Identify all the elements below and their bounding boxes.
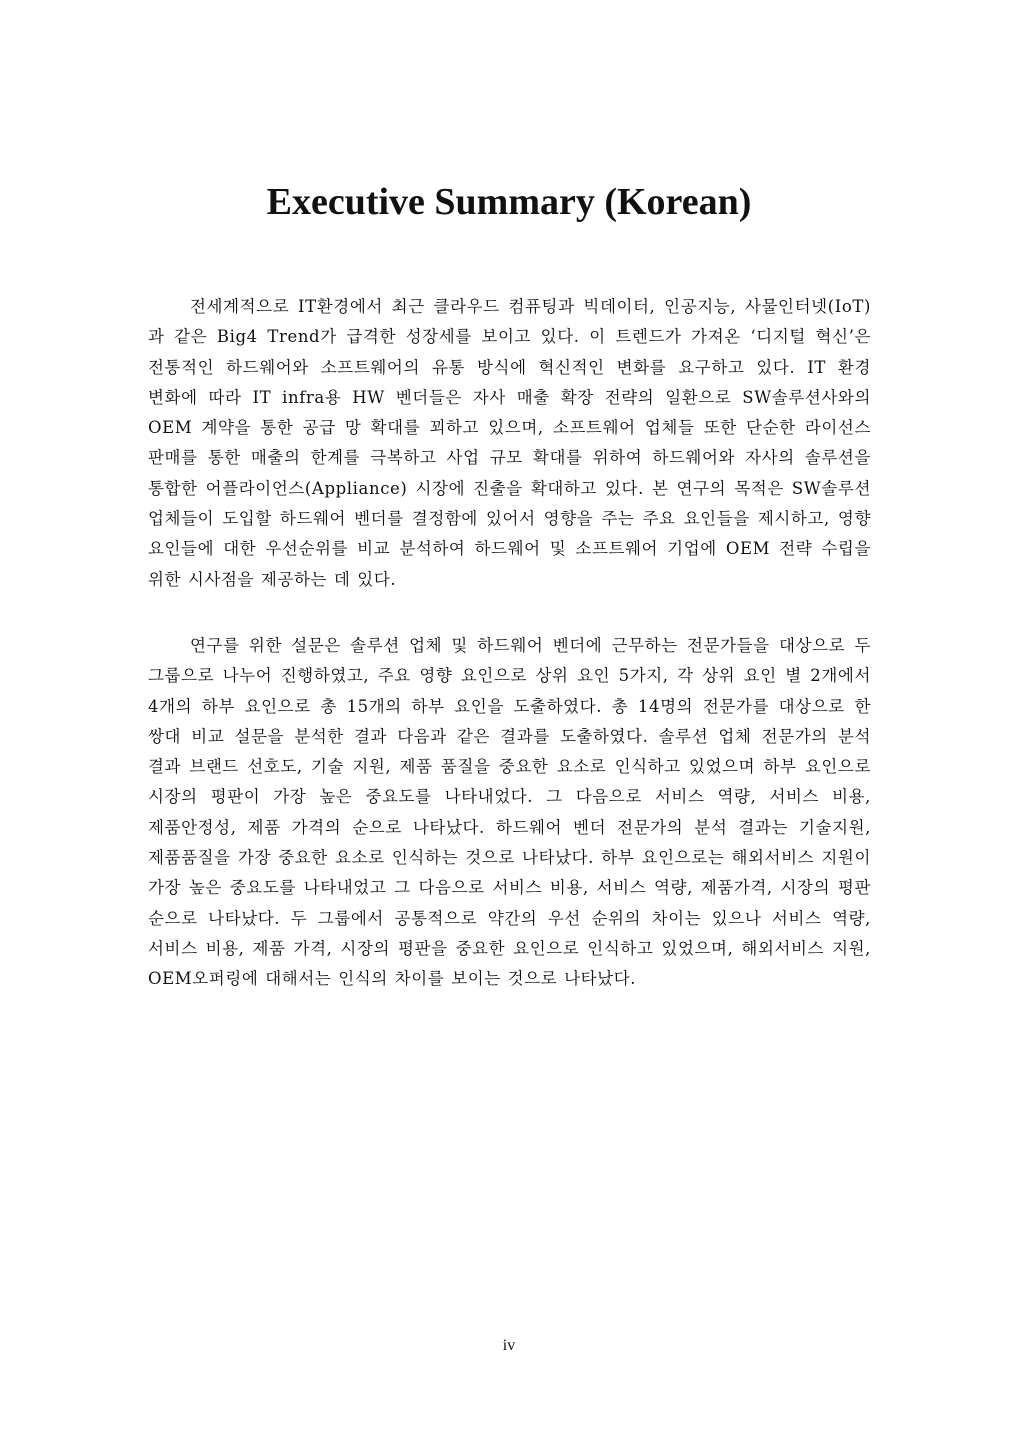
page-title: Executive Summary (Korean) bbox=[266, 181, 752, 223]
summary-paragraph-1: 전세계적으로 IT환경에서 최근 클라우드 컴퓨팅과 빅데이터, 인공지능, 사물인터넷(IoT)과 같은 Big4 Trend가 급격한 성장세를 보이고 있다. 이 트렌드가 가져온 ‘디지털 혁신’은 전통적인 하드웨어와 소프트웨어의 유통 방식에 혁신적인 변화를 요구하고 있다. IT 환경 변화에 따라 IT infra용 HW 벤더들은 자사 매출 확장 전략의 일환으로 SW솔루션사와의 OEM 계약을 통한 공급 망 확대를 꾀하고 있으며, 소프트웨어 업체들 또한 단순한 라이선스 판매를 통한 매출의 한계를 극복하고 사업 규모 확대를 위하여 하드웨어와 자사의 솔루션을 통합한 어플라이언스(Appliance) 시장에 진출을 확대하고 있다. 본 연구의 목적은 SW솔루션 업체들이 도입할 하드웨어 벤더를 결정함에 있어서 영향을 주는 주요 요인들을 제시하고, 영향 요인들에 대한 우선순위를 비교 분석하여 하드웨어 및 소프트웨어 기업에 OEM 전략 수립을 위한 시사점을 제공하는 데 있다. bbox=[148, 297, 871, 589]
summary-paragraph-2: 연구를 위한 설문은 솔루션 업체 및 하드웨어 벤더에 근무하는 전문가들을 대상으로 두 그룹으로 나누어 진행하였고, 주요 영향 요인으로 상위 요인 5가지, 각 상위 요인 별 2개에서 4개의 하부 요인으로 총 15개의 하부 요인을 도출하였다. 총 14명의 전문가를 대상으로 한 쌍대 비교 설문을 분석한 결과 다음과 같은 결과를 도출하였다. 솔루션 업체 전문가의 분석 결과 브랜드 선호도, 기술 지원, 제품 품질을 중요한 요소로 인식하고 있었으며 하부 요인으로 시장의 평판이 가장 높은 중요도를 나타내었다. 그 다음으로 서비스 역량, 서비스 비용, 제품안정성, 제품 가격의 순으로 나타났다. 하드웨어 벤더 전문가의 분석 결과는 기술지원, 제품품질을 가장 중요한 요소로 인식하는 것으로 나타났다. 하부 요인으로는 해외서비스 지원이 가장 높은 중요도를 나타내었고 그 다음으로 서비스 비용, 서비스 역량, 제품가격, 시장의 평판 순으로 나타났다. 두 그룹에서 공통적으로 약간의 우선 순위의 차이는 있으나 서비스 역량, 서비스 비용, 제품 가격, 시장의 평판을 중요한 요인으로 인식하고 있었으며, 해외서비스 지원, OEM오퍼링에 대해서는 인식의 차이를 보이는 것으로 나타났다. bbox=[148, 636, 871, 989]
page-number: iv bbox=[502, 1337, 516, 1354]
